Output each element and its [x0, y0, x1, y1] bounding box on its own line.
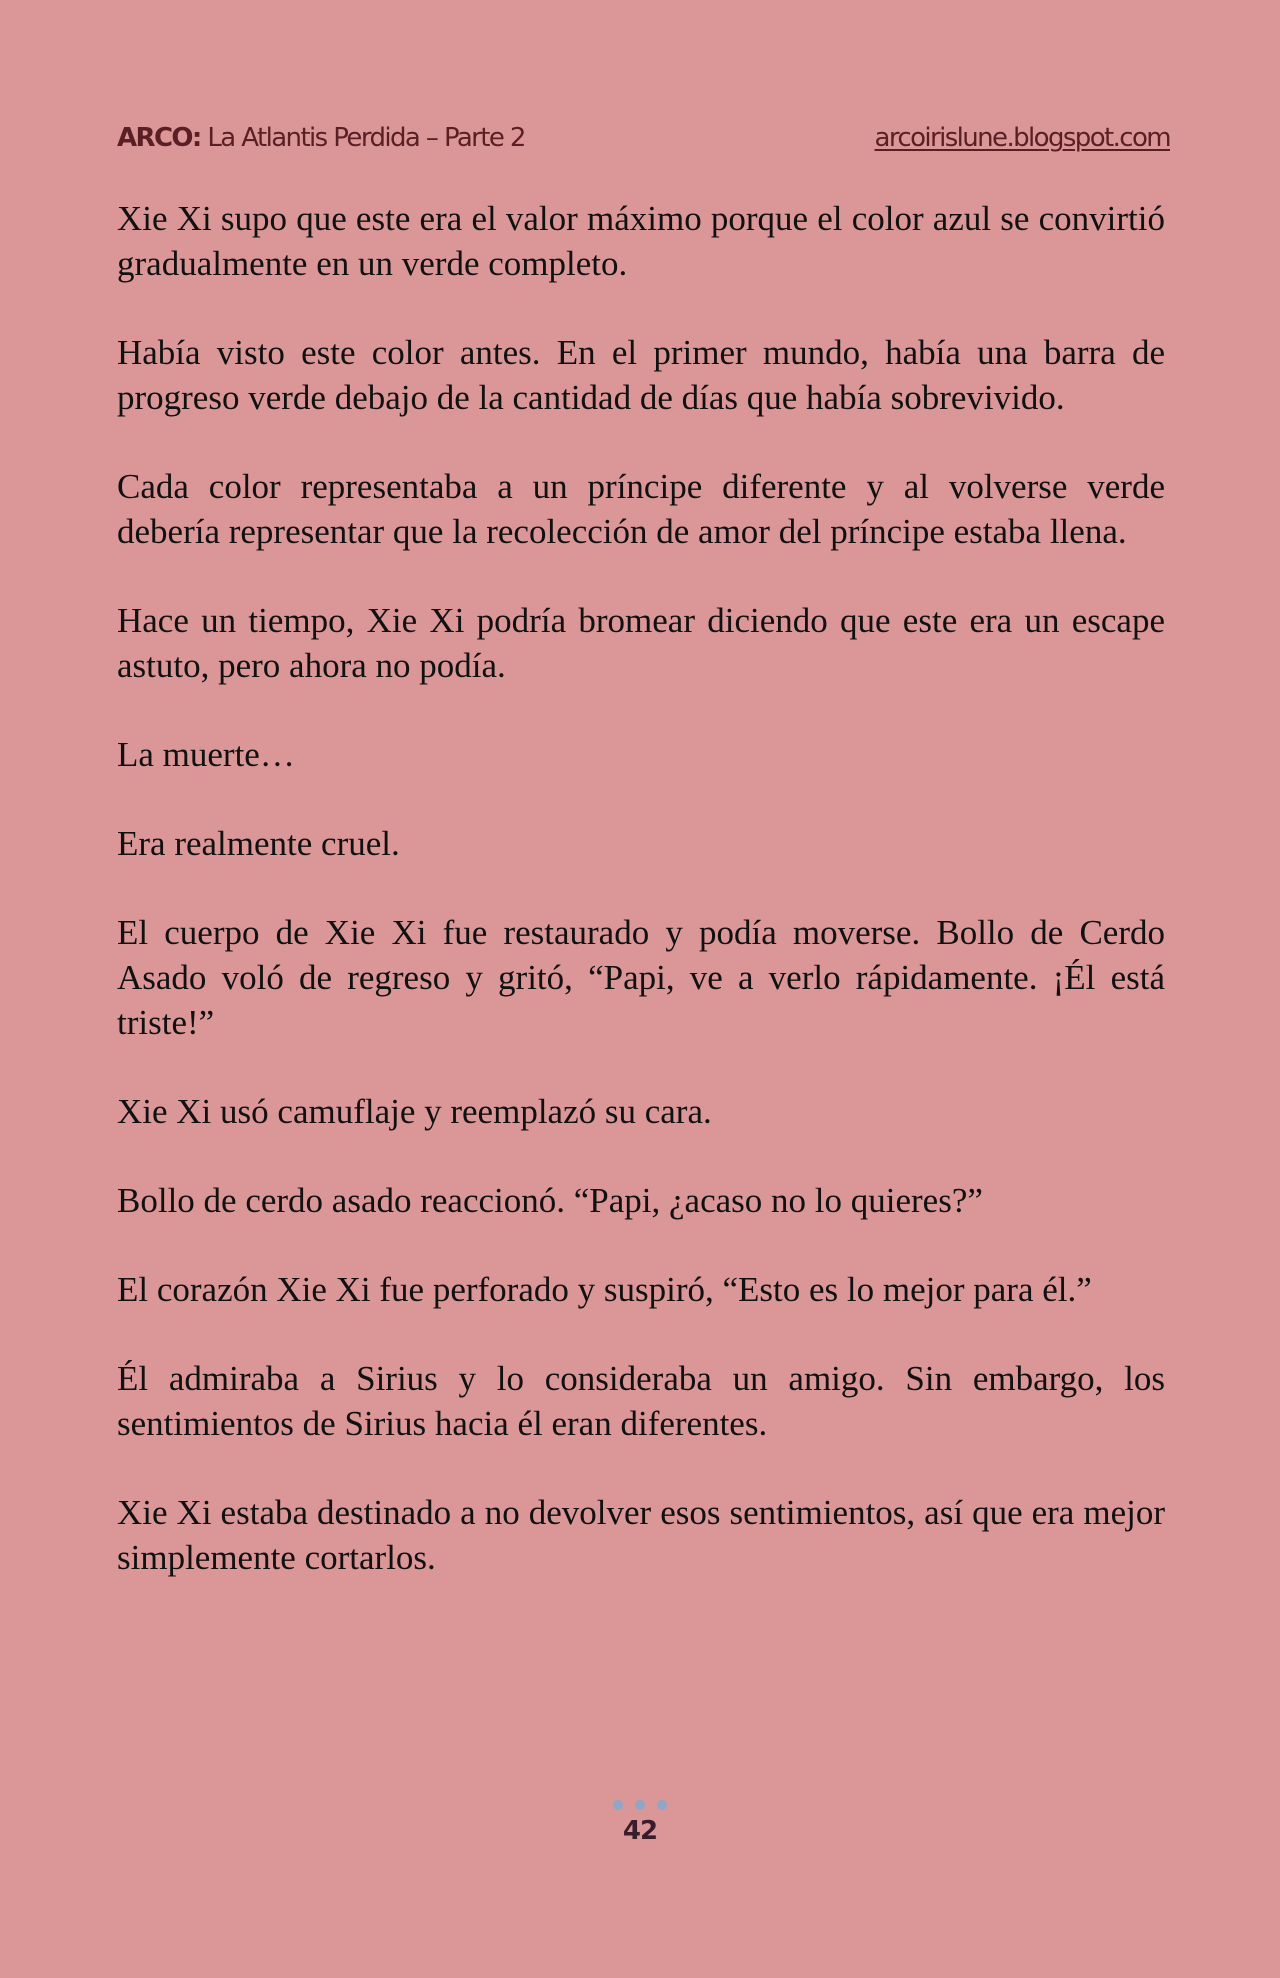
dot-icon: [657, 1800, 667, 1810]
paragraph: Bollo de cerdo asado reaccionó. “Papi, ¿acaso no lo quieres?”: [117, 1181, 983, 1220]
footer-dots-ornament: [0, 1800, 1280, 1812]
dot-icon: [635, 1800, 645, 1810]
paragraph: Xie Xi usó camuflaje y reemplazó su cara.: [117, 1092, 712, 1131]
header-site-link[interactable]: arcoirislune.blogspot.com: [874, 123, 1170, 153]
paragraph: El cuerpo de Xie Xi fue restaurado y podía moverse. Bollo de Cerdo Asado voló de regreso y gritó, “Papi, ve a verlo rápidamente. ¡Él está triste!”: [117, 913, 1165, 1042]
chapter-text: [117, 196, 1165, 1624]
paragraph: Era realmente cruel.: [117, 824, 400, 863]
header-title: [117, 123, 525, 153]
header-book-title: La Atlantis Perdida – Parte 2: [200, 123, 525, 153]
page-footer: [0, 1800, 1280, 1846]
page-header: [117, 118, 1170, 158]
paragraph: Había visto este color antes. En el primer mundo, había una barra de progreso verde debajo de la cantidad de días que había sobrevivido.: [117, 333, 1165, 417]
paragraph: Xie Xi estaba destinado a no devolver esos sentimientos, así que era mejor simplemente cortarlos.: [117, 1493, 1165, 1577]
paragraph: Cada color representaba a un príncipe diferente y al volverse verde debería representar que la recolección de amor del príncipe estaba llena.: [117, 467, 1165, 551]
paragraph: Hace un tiempo, Xie Xi podría bromear diciendo que este era un escape astuto, pero ahora no podía.: [117, 601, 1165, 685]
paragraph: Xie Xi supo que este era el valor máximo porque el color azul se convirtió gradualmente en un verde completo.: [117, 199, 1165, 283]
paragraph: Él admiraba a Sirius y lo consideraba un amigo. Sin embargo, los sentimientos de Sirius hacia él eran diferentes.: [117, 1359, 1165, 1443]
dot-icon: [613, 1800, 623, 1810]
paragraph: El corazón Xie Xi fue perforado y suspiró, “Esto es lo mejor para él.”: [117, 1270, 1092, 1309]
page-number: 42: [622, 1816, 658, 1846]
paragraph: La muerte…: [117, 735, 295, 774]
header-series-code: ARCO:: [117, 123, 201, 153]
